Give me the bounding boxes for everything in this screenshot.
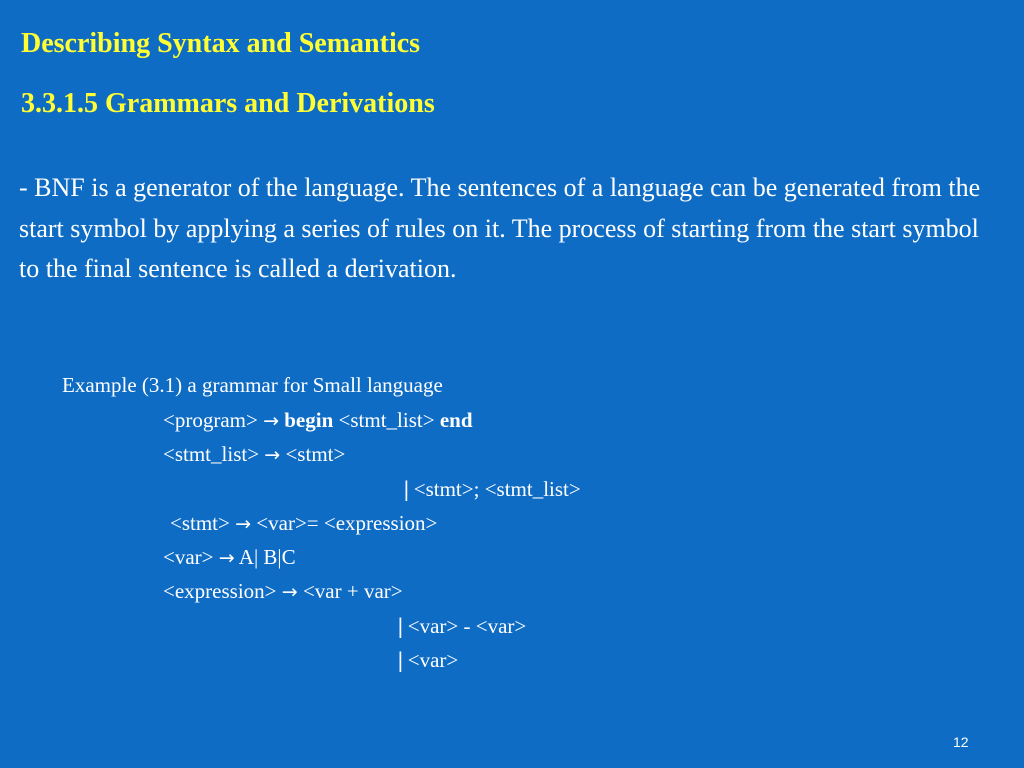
rule-rhs: <var + var> [302,579,403,603]
grammar-rule-program [163,407,473,434]
keyword-begin: begin [284,408,334,432]
slide-subtitle: 3.3.1.5 Grammars and Derivations [21,88,435,119]
grammar-rule-var [163,544,296,571]
grammar-rule-expression-alt-2 [397,647,458,673]
rule-rhs: <var> - <var> [407,614,527,638]
rule-rhs: A| B|C [238,545,296,569]
example-heading: Example (3.1) a grammar for Small language [62,373,443,397]
rule-lhs: <program> [163,408,258,432]
rule-rhs: <stmt> [285,442,346,466]
grammar-rule-stmt-list-alt [403,476,581,502]
rule-lhs: <expression> [163,579,277,603]
arrow-icon: → [264,444,281,466]
grammar-rule-expression-alt-1 [397,613,526,639]
alternative-bar-icon: | [397,648,404,672]
page-number: 12 [953,734,969,750]
grammar-rule-expression [163,578,403,605]
grammar-rule-stmt-list [163,441,345,468]
rule-rhs: <stmt>; <stmt_list> [413,477,581,501]
alternative-bar-icon: | [397,614,404,638]
rule-rhs: <var> [407,648,459,672]
slide-title: Describing Syntax and Semantics [21,28,421,59]
keyword-end: end [439,408,473,432]
arrow-icon: → [235,513,252,535]
rule-lhs: <var> [163,545,214,569]
rule-rhs: <stmt_list> [338,408,435,432]
grammar-rule-stmt [170,510,437,537]
arrow-icon: → [281,581,298,603]
body-paragraph: - BNF is a generator of the language. The sentences of a language can be generated from the start symbol by applying a series of rules on it. The process of starting from the start symbol to the final sentence is called a derivation. [19,173,981,283]
rule-lhs: <stmt> [170,511,230,535]
arrow-icon: → [218,547,235,569]
rule-lhs: <stmt_list> [163,442,260,466]
arrow-icon: → [263,410,279,432]
alternative-bar-icon: | [403,477,410,501]
rule-rhs: <var>= <expression> [256,511,438,535]
